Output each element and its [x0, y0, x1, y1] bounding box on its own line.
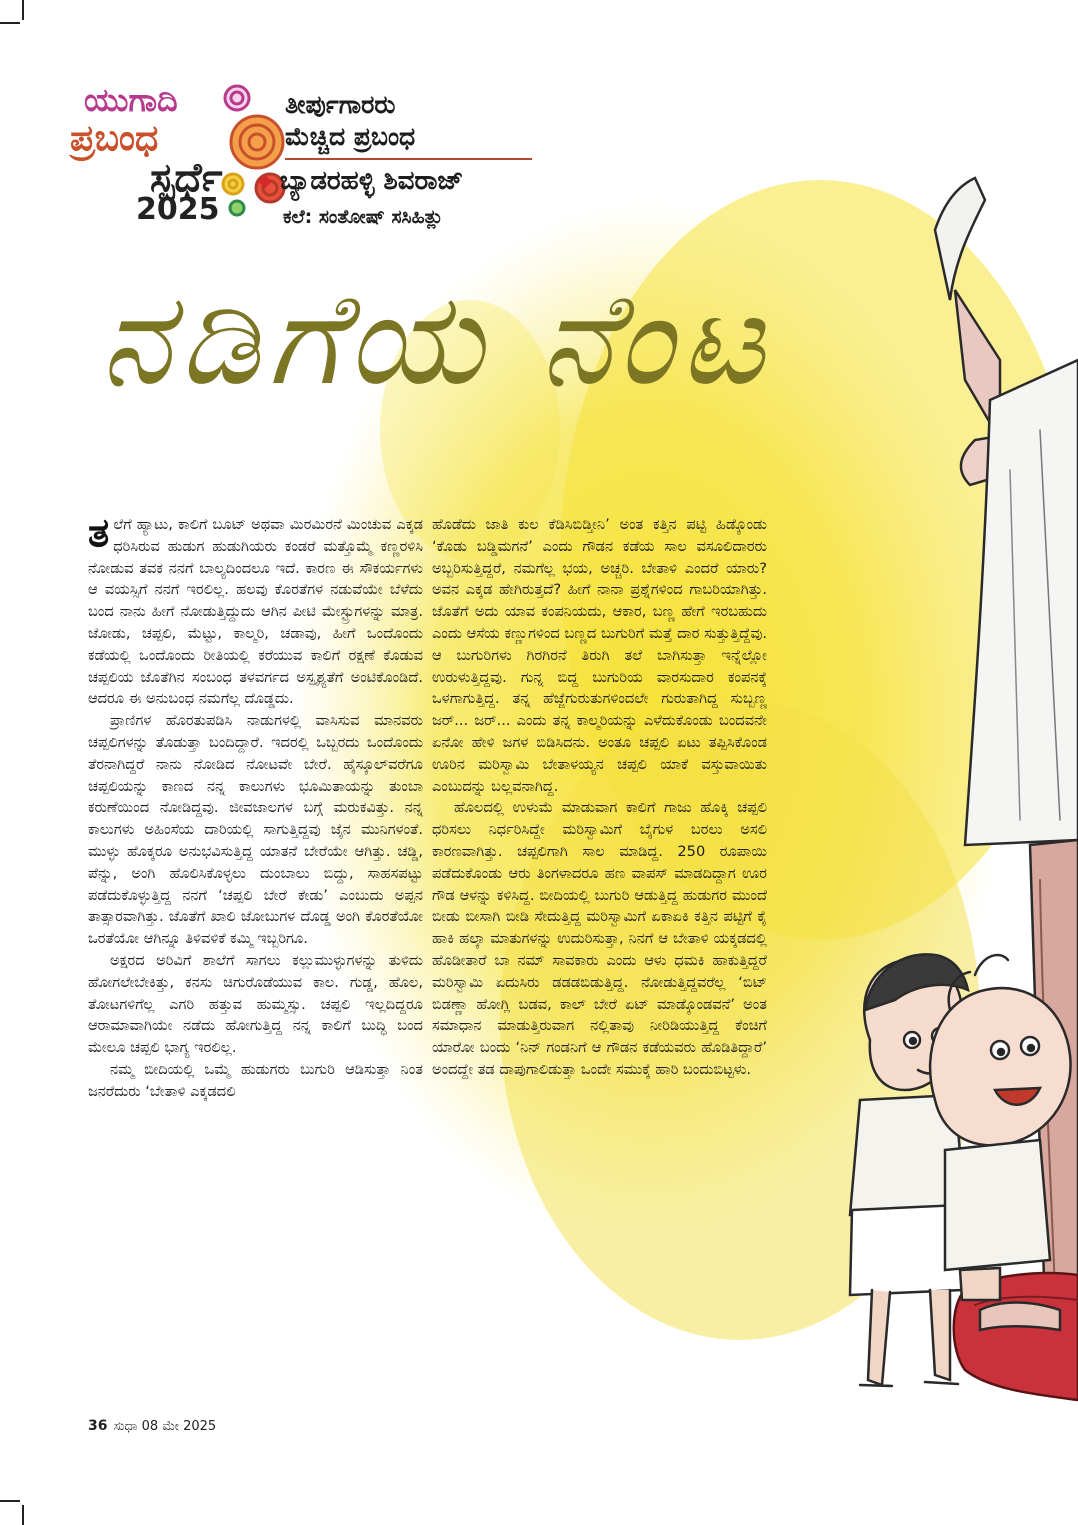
- article-paragraph: ಪ್ರಾಣಿಗಳ ಹೊರತುಪಡಿಸಿ ನಾಡುಗಳಲ್ಲಿ ವಾಸಿಸುವ ಮಾನವರು ಚಪ್ಪಲಿಗಳನ್ನು ತೊಡುತ್ತಾ ಬಂದಿದ್ದಾರೆ. ಇದರಲ್ಲಿ ಒಬ್ಬರದು ಒಂದೊಂದು ತೆರನಾಗಿದ್ದರೆ ನಾನು ನೋಡಿದ ನೋಟವೇ ಬೇರೆ. ಹೈಸ್ಕೂಲ್‌ವರೆಗೂ ಚಪ್ಪಲಿಯನ್ನು ಕಾಣದ ನನ್ನ ಕಾಲುಗಳು ಭೂಮಿತಾಯನ್ನು ತುಂಬಾ ಕರುಣೆಯಿಂದ ನೋಡಿದ್ದವು. ಜೀವಜಾಲಗಳ ಬಗ್ಗೆ ಮರುಕವಿತ್ತು. ನನ್ನ ಕಾಲುಗಳು ಅಹಿಂಸೆಯ ದಾರಿಯಲ್ಲಿ ಸಾಗುತ್ತಿದ್ದವು ಜೈನ ಮುನಿಗಳಂತೆ. ಮುಳ್ಳು ಹೊಕ್ಕರೂ ಅನುಭವಿಸುತ್ತಿದ್ದ ಯಾತನೆ ಬೇರೆಯೇ ಆಗಿತ್ತು. ಚಡ್ಡಿ, ಪೆನ್ನು, ಅಂಗಿ ಹೊಲಿಸಿಕೊಳ್ಳಲು ದುಂಬಾಲು ಬಿದ್ದು, ಸಾಹಸಪಟ್ಟು ಪಡೆದುಕೊಳ್ಳುತ್ತಿದ್ದ ನನಗೆ ‘ಚಪ್ಪಲಿ ಬೇರೆ ಕೇಡು’ ಎಂಬುದು ಅಪ್ಪನ ತಾತ್ಸಾರವಾಗಿತ್ತು. ಜೊತೆಗೆ ಖಾಲಿ ಜೋಬುಗಳ ದೊಡ್ಡ ಅಂಗಿ ಕೊರತೆಯೋ ಒರತೆಯೋ ಆಗಿನ್ನೂ ತಿಳಿವಳಿಕೆ ಕಮ್ಮಿ ಇಬ್ಬರಿಗೂ.: [88, 712, 423, 948]
- header-divider: [285, 158, 532, 160]
- decorative-swirls: [215, 80, 295, 220]
- page-footer: [88, 1418, 216, 1434]
- page-number: 36: [88, 1418, 108, 1434]
- diamond-icon: ◆: [258, 170, 272, 191]
- article-paragraph: ಹೊಡೆದು ಜಾತಿ ಕುಲ ಕೆಡಿಸಿಬಿಡ್ತೀನಿ’ ಅಂತ ಕತ್ತಿನ ಪಟ್ಟಿ ಹಿಡ್ಕೊಂಡು ‘ಕೊಡು ಬಡ್ಡಿಮಗನೆ’ ಎಂದು ಗೌಡನ ಕಡೆಯ ಸಾಲ ವಸೂಲಿದಾರರು ಅಬ್ಬರಿಸುತ್ತಿದ್ದರೆ, ನಮಗೆಲ್ಲ ಭಯ, ಅಚ್ಚರಿ. ಬೇತಾಳಿ ಎಂದರೆ ಯಾರು? ಅವನ ಎಕ್ಕಡ ಹೇಗಿರುತ್ತದೆ? ಹೀಗೆ ನಾನಾ ಪ್ರಶ್ನೆಗಳಿಂದ ಗಾಬರಿಯಾಗಿತ್ತು. ಜೊತೆಗೆ ಅದು ಯಾವ ಕಂಪನಿಯದು, ಆಕಾರ, ಬಣ್ಣ ಹೇಗೆ ಇರಬಹುದು ಎಂದು ಆಸೆಯ ಕಣ್ಣುಗಳಿಂದ ಬಣ್ಣದ ಬುಗುರಿಗೆ ಮತ್ತೆ ದಾರ ಸುತ್ತುತ್ತಿದ್ದೆವು. ಆ ಬುಗುರಿಗಳು ಗಿರಗಿರನೆ ತಿರುಗಿ ತಲೆ ಬಾಗಿಸುತ್ತಾ ಇನ್ನೆಲ್ಲೋ ಉರುಳುತ್ತಿದ್ದವು. ಗುನ್ನ ಬಿದ್ದ ಬುಗುರಿಯ ವಾರಸುದಾರ ಕಂಪನಕ್ಕೆ ಒಳಗಾಗುತ್ತಿದ್ದ. ತನ್ನ ಹೆಜ್ಜೆಗುರುತುಗಳಿಂದಲೇ ಗುರುತಾಗಿದ್ದ ಸುಬ್ಬಣ್ಣ ಜರ್... ಜರ್... ಎಂದು ತನ್ನ ಕಾಲ್ಮರಿಯನ್ನು ಎಳೆದುಕೊಂಡು ಬಂದವನೇ ಏನೋ ಹೇಳಿ ಜಗಳ ಬಿಡಿಸಿದನು. ಅಂತೂ ಚಪ್ಪಲಿ ಏಟು ತಪ್ಪಿಸಿಕೊಂಡ ಊರಿನ ಮರಿಸ್ವಾಮಿ ಬೇತಾಳಯ್ಯನ ಚಪ್ಪಲಿ ಯಾಕೆ ವಸ್ತುವಾಯಿತು ಎಂಬುದನ್ನು ಬಲ್ಲವನಾಗಿದ್ದ.: [432, 516, 767, 795]
- article-paragraph: ಹೊಲದಲ್ಲಿ ಉಳುಮೆ ಮಾಡುವಾಗ ಕಾಲಿಗೆ ಗಾಜು ಹೊಕ್ಕಿ ಚಪ್ಪಲಿ ಧರಿಸಲು ನಿರ್ಧರಿಸಿದ್ದೇ ಮರಿಸ್ವಾಮಿಗೆ ಬೈಗುಳ ಬರಲು ಅಸಲಿ ಕಾರಣವಾಗಿತ್ತು. ಚಪ್ಪಲಿಗಾಗಿ ಸಾಲ ಮಾಡಿದ್ದ. 250 ರೂಪಾಯಿ ಪಡೆದುಕೊಂಡು ಆರು ತಿಂಗಳಾದರೂ ಹಣ ವಾಪಸ್ ಮಾಡದಿದ್ದಾಗ ಊರ ಗೌಡ ಆಳನ್ನು ಕಳಿಸಿದ್ದ. ಬೀದಿಯಲ್ಲಿ ಬುಗುರಿ ಆಡುತ್ತಿದ್ದ ಹುಡುಗರ ಮುಂದೆ ಬೀಡು ಬೀಸಾಗಿ ಬೀಡಿ ಸೇದುತ್ತಿದ್ದ ಮರಿಸ್ವಾಮಿಗೆ ಏಕಾಏಕಿ ಕತ್ತಿನ ಪಟ್ಟಿಗೆ ಕೈ ಹಾಕಿ ಹಲ್ಕಾ ಮಾತುಗಳನ್ನು ಉದುರಿಸುತ್ತಾ, ನಿನಗೆ ಆ ಬೇತಾಳಿ ಯಕ್ಕಡದಲ್ಲಿ ಹೊಡೀತಾರೆ ಬಾ ನಮ್ ಸಾವಕಾರು ಎಂದು ಆಳು ಧಮಕಿ ಹಾಕುತ್ತಿದ್ದರೆ ಮರಿಸ್ವಾಮಿ ಏದುಸಿರು ಡಡಡಬಿಡುತ್ತಿದ್ದ. ನೋಡುತ್ತಿದ್ದವರೆಲ್ಲ ‘ಬಿಟ್ ಬಿಡಣ್ಣಾ ಹೋಗ್ಲಿ ಬಡವ, ಕಾಲ್ ಬೇರೆ ಏಟ್ ಮಾಡ್ಕೊಂಡವನೆ’ ಅಂತ ಸಮಾಧಾನ ಮಾಡುತ್ತಿರುವಾಗ ನಲ್ಲಿತಾವು ನೀರಿಡಿಯುತ್ತಿದ್ದ ಕೆಂಚಿಗೆ ಯಾರೋ ಬಂದು ‘ನಿನ್ ಗಂಡನಿಗೆ ಆ ಗೌಡನ ಕಡೆಯವರು ಹೊಡಿತಿದ್ದಾರೆ’ ಅಂದದ್ದೇ ತಡ ದಾಪುಗಾಲಿಡುತ್ತಾ ಒಂದೇ ಸಮುಕ್ಕೆ ಹಾರಿ ಬಂದುಬಿಟ್ಟಳು.: [432, 799, 767, 1078]
- judges-label: ತೀರ್ಪುಗಾರರು: [285, 90, 396, 119]
- article-column-left: [88, 509, 423, 1103]
- article-paragraph: [88, 509, 423, 710]
- paragraph-text: ಲೆಗೆ ಹ್ಯಾಟು, ಕಾಲಿಗೆ ಬೂಟ್ ಅಥವಾ ಮಿರಮಿರನೆ ಮಿಂಚುವ ಎಕ್ಕಡ ಧರಿಸಿರುವ ಹುಡುಗ ಹುಡುಗಿಯರು ಕಂಡರೆ ಮತ್ತೊಮ್ಮೆ ಕಣ್ಣರಳಿಸಿ ನೋಡುವ ತವಕ ನನಗೆ ಬಾಲ್ಯದಿಂದಲೂ ಇದೆ. ಕಾರಣ ಈ ಸೌಕರ್ಯಗಳು ಆ ವಯಸ್ಸಿಗೆ ನನಗೆ ಇರಲಿಲ್ಲ. ಹಲವು ಕೊರತೆಗಳ ನಡುವೆಯೇ ಬೆಳೆದು ಬಂದ ನಾನು ಹೀಗೆ ನೋಡುತ್ತಿದ್ದುದು ಆಗಿನ ಪೀಟಿ ಮೇಸ್ಟ್ರುಗಳನ್ನು ಮಾತ್ರ. ಜೋಡು, ಚಪ್ಪಲಿ, ಮೆಟ್ಟು, ಕಾಲ್ಮರಿ, ಚಡಾವು, ಹೀಗೆ ಒಂದೊಂದು ಕಡೆಯಲ್ಲಿ ಒಂದೊಂದು ರೀತಿಯಲ್ಲಿ ಕರೆಯುವ ಕಾಲಿಗೆ ರಕ್ಷಣೆ ಕೊಡುವ ಚಪ್ಪಲಿಯ ಜೊತೆಗಿನ ಸಂಬಂಧ ತಳವರ್ಗದ ಅಸ್ಪೃಶ್ಯತೆಗೆ ಅಂಟಿಕೊಂಡಿದೆ. ಆದರೂ ಈ ಅನುಬಂಧ ನಮಗೆಲ್ಲ ದೊಡ್ಡದು.: [88, 516, 423, 708]
- article-paragraph: ನಮ್ಮ ಬೀದಿಯಲ್ಲಿ ಒಮ್ಮೆ ಹುಡುಗರು ಬುಗುರಿ ಆಡಿಸುತ್ತಾ ನಿಂತ ಜನರೆದುರು ‘ಬೇತಾಳಿ ಎಕ್ಕಡದಲಿ: [88, 1060, 423, 1100]
- logo-ugadi-text: ಯುಗಾದಿ: [84, 81, 178, 119]
- article-column-right: [432, 514, 767, 1081]
- author-byline: [258, 168, 463, 194]
- publication-info: ಸುಧಾ 08 ಮೇ 2025: [113, 1419, 217, 1434]
- drop-cap: ತ: [88, 509, 110, 556]
- article-title: ನಡಿಗೆಯ ನೆಂಟ: [100, 265, 773, 414]
- logo-year-text: 2025: [136, 192, 220, 227]
- art-credit: ಕಲೆ: ಸಂತೋಷ್ ಸಸಿಹಿತ್ಲು: [283, 206, 444, 228]
- article-paragraph: ಅಕ್ಷರದ ಅರಿವಿಗೆ ಶಾಲೆಗೆ ಸಾಗಲು ಕಲ್ಲುಮುಳ್ಳುಗಳನ್ನು ತುಳಿದು ಹೋಗಲೇಬೇಕಿತ್ತು, ಕನಸು ಚಿಗುರೊಡೆಯುವ ಕಾಲ. ಗುಡ್ಡ, ಹೊಲ, ತೋಟಗಳಿಗೆಲ್ಲ ಎಗರಿ ಹತ್ತುವ ಹುಮ್ಮಸ್ಸು. ಚಪ್ಪಲಿ ಇಲ್ಲದಿದ್ದರೂ ಆರಾಮಾವಾಗಿಯೇ ನಡೆದು ಹೋಗುತ್ತಿದ್ದ ನನ್ನ ಕಾಲಿಗೆ ಬುದ್ಧಿ ಬಂದ ಮೇಲೂ ಚಪ್ಪಲಿ ಭಾಗ್ಯ ಇರಲಿಲ್ಲ.: [88, 951, 423, 1057]
- praised-essay-label: ಮೆಚ್ಚಿದ ಪ್ರಬಂಧ: [285, 122, 416, 151]
- logo-prabandha-text: ಪ್ರಬಂಧ: [70, 117, 159, 159]
- logo-spardhe-text: ಸ್ಪರ್ಧೆ: [150, 155, 223, 201]
- author-name: ಬ್ಯಾಡರಹಳ್ಳಿ ಶಿವರಾಜ್: [279, 166, 464, 196]
